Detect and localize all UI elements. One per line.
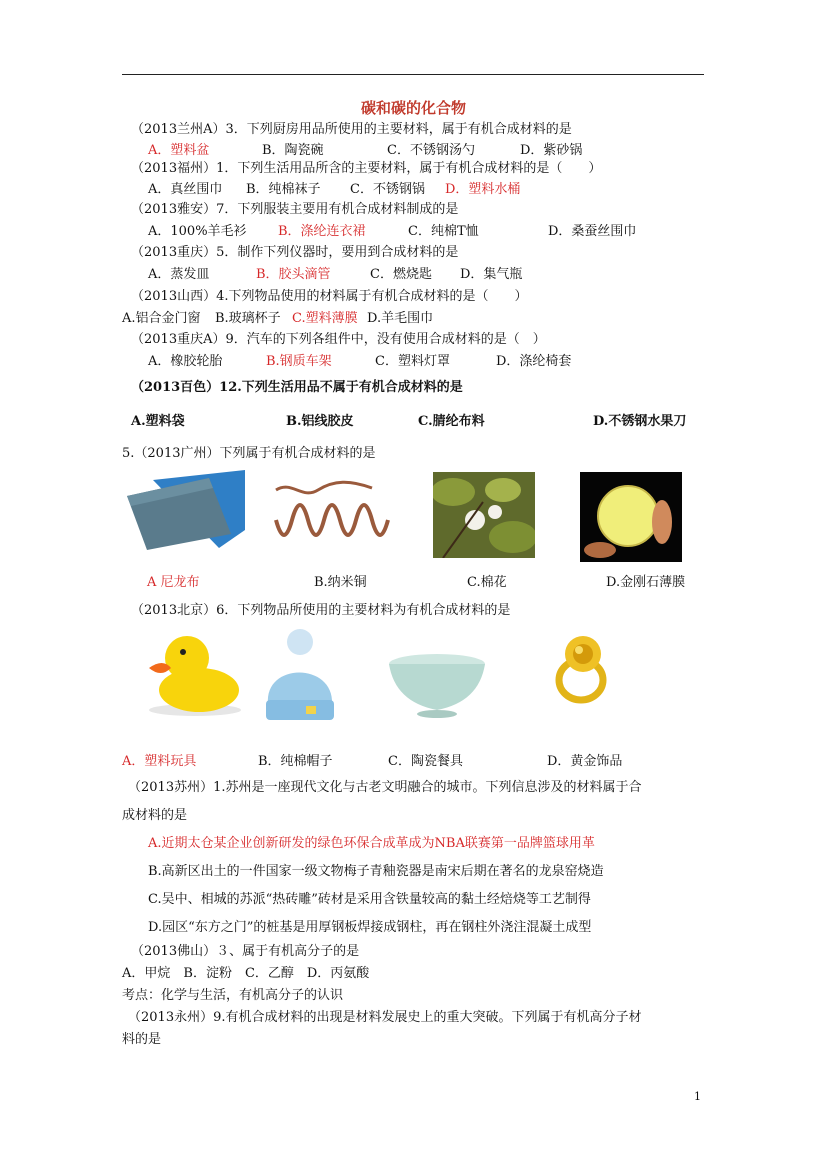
option-c: C．纯棉T恤 [408,224,479,239]
option-a: A.塑料袋 [131,414,185,429]
option-d-answer: D．塑料水桶 [445,182,521,197]
option-c: C．陶瓷餐具 [388,754,463,769]
option-a: A.铝合金门窗 [122,311,201,326]
header-rule [122,74,704,75]
rubber-duck-image [143,628,241,723]
option-b: B．纯棉袜子 [246,182,321,197]
option-c: C.腈纶布料 [418,414,485,429]
option-d: D．集气瓶 [460,267,523,282]
option-d: D.金刚石薄膜 [606,575,686,590]
question-stem: （2013重庆）5．制作下列仪器时，要用到合成材料的是 [131,245,459,260]
option-c: C．不锈钢锅 [350,182,425,197]
options-row: A．甲烷 B．淀粉 C．乙醇 D．丙氨酸 [122,966,370,981]
option-b: B．纯棉帽子 [258,754,333,769]
option-c: C．塑料灯罩 [375,354,450,369]
option-b-answer: B．涤纶连衣裙 [278,224,366,239]
option-a-answer: A．塑料盆 [148,143,210,158]
option-b-answer: B.钢质车架 [266,354,332,369]
note-text: 考点：化学与生活，有机高分子的认识 [122,988,344,1003]
question-stem: （2013永州）9.有机合成材料的出现是材料发展史上的重大突破。下列属于有机高分子材 [128,1010,642,1025]
option-c: C．不锈钢汤勺 [387,143,475,158]
option-b: B.铝线胶皮 [286,414,354,429]
diamond-film-image [580,472,682,562]
option-d: D.羊毛围巾 [367,311,434,326]
option-a: A．100%羊毛衫 [148,224,247,239]
option-c: C．燃烧匙 [370,267,432,282]
option-a-answer: A.近期太仓某企业创新研发的绿色环保合成革成为NBA联赛第一品牌篮球用革 [148,836,595,851]
ceramic-bowl-image [385,650,490,722]
question-stem: （2013山西）4.下列物品使用的材料属于有机合成材料的是（ ） [131,289,528,304]
question-stem: （2013佛山）３、属于有机高分子的是 [131,944,360,959]
question-stem: （2013福州）1．下列生活用品所含的主要材料，属于有机合成材料的是（ ） [131,161,602,176]
option-b-answer: B．胶头滴管 [256,267,331,282]
option-c: C.吴中、相城的苏派“热砖雕”砖材是采用含铁量较高的黏土经焙烧等工艺制得 [148,892,591,907]
question-stem: （2013苏州）1.苏州是一座现代文化与古老文明融合的城市。下列信息涉及的材料属于合 [128,780,642,795]
option-a-answer: A．塑料玩具 [122,754,197,769]
option-c: C.棉花 [467,575,507,590]
question-stem: （2013重庆A）9．汽车的下列各组件中，没有使用合成材料的是（ ） [131,332,546,347]
option-a-answer: A 尼龙布 [147,575,200,590]
option-d: D．涤纶椅套 [496,354,572,369]
question-stem: （2013雅安）7．下列服装主要用有机合成材料制成的是 [131,202,459,217]
option-d: D.不锈钢水果刀 [593,414,687,429]
option-d: D．黄金饰品 [547,754,623,769]
option-c-answer: C.塑料薄膜 [292,311,358,326]
question-stem-continued: 料的是 [122,1032,162,1047]
question-stem: （2013兰州A）3．下列厨房用品所使用的主要材料，属于有机合成材料的是 [131,122,572,137]
option-a: A．橡胶轮胎 [148,354,223,369]
page-number: 1 [694,1090,701,1103]
question-stem-continued: 成材料的是 [122,808,188,823]
option-b: B．陶瓷碗 [262,143,324,158]
option-a: A．蒸发皿 [148,267,210,282]
nylon-cloth-image [123,470,245,552]
option-b: B.高新区出土的一件国家一级文物梅子青釉瓷器是南宋后期在著名的龙泉窑烧造 [148,864,604,879]
option-d: D．紫砂锅 [520,143,583,158]
question-stem: 5.（2013广州）下列属于有机合成材料的是 [122,446,376,461]
page-title: 碳和碳的化合物 [360,99,466,117]
question-stem: （2013北京）6．下列物品所使用的主要材料为有机合成材料的是 [131,603,511,618]
option-d: D．桑蚕丝围巾 [548,224,637,239]
nano-copper-image [272,470,394,560]
option-a: A．真丝围巾 [148,182,223,197]
option-d: D.园区“东方之门”的桩基是用厚钢板焊接成钢柱，再在钢柱外浇注混凝土成型 [148,920,592,935]
option-b: B.纳米铜 [314,575,367,590]
cotton-hat-image [262,628,337,725]
cotton-image [433,472,535,558]
gold-ring-image [549,632,619,706]
option-b: B.玻璃杯子 [215,311,281,326]
question-stem: （2013百色）12.下列生活用品不属于有机合成材料的是 [131,380,463,395]
